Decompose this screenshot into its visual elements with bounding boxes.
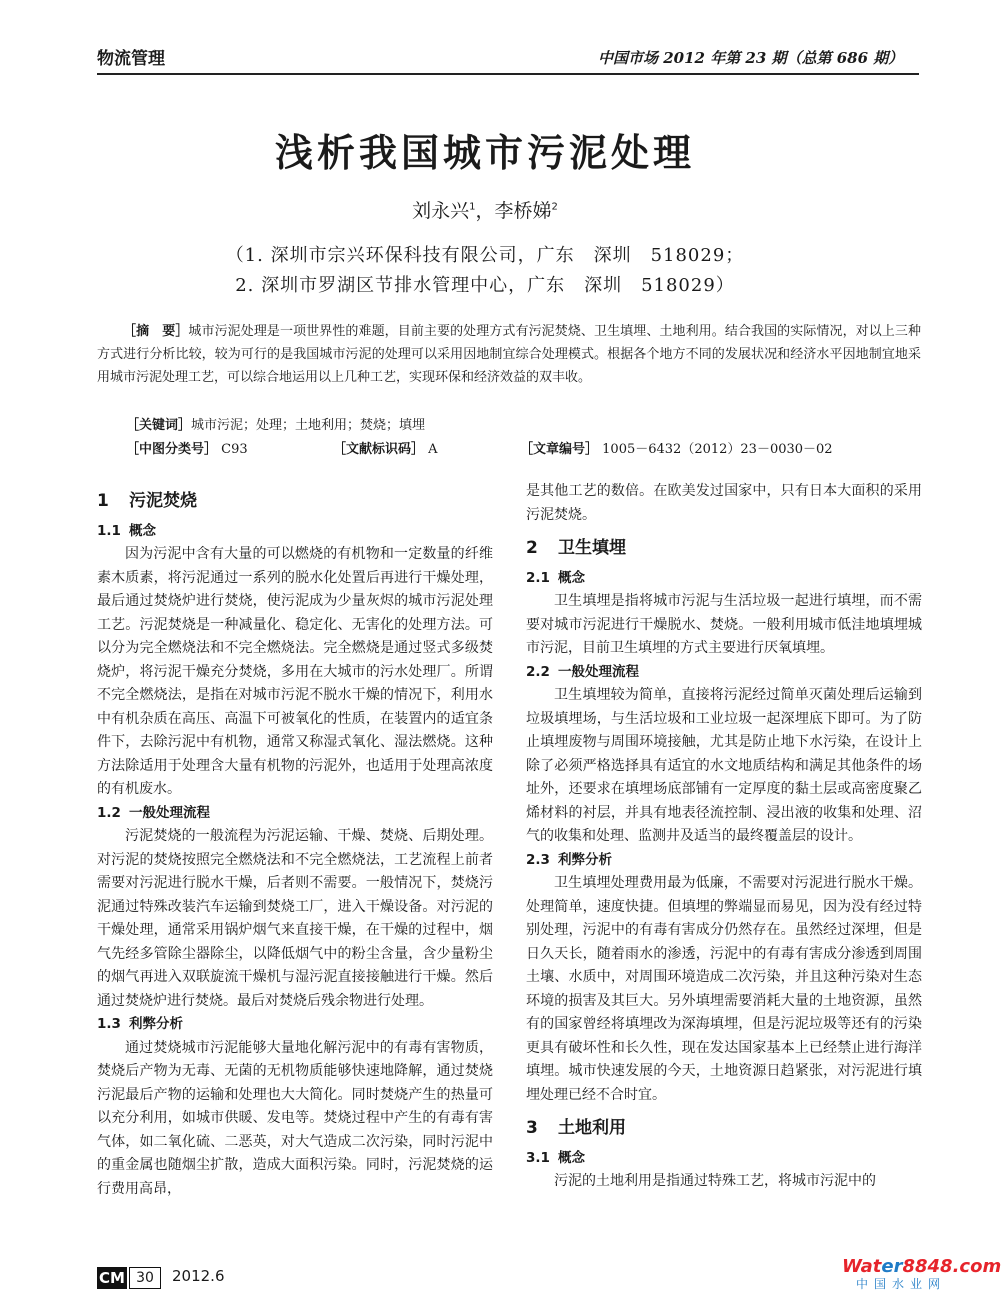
header-rule bbox=[97, 73, 919, 75]
abstract-text: 城市污泥处理是一项世界性的难题，目前主要的处理方式有污泥焚烧、卫生填埋、土地利用。结合我国的实际情况，对以上三种方式进行分析比较，较为可行的是我国城市污泥的处理可以采用因地制宜综合处理模式。根据各个地方不同的发展状况和经济水平因地制宜地采用城市污泥处理工艺，可以综合地运用以上几种工艺，实现环保和经济效益的双丰收。 bbox=[97, 324, 921, 385]
author-1: 刘永兴 bbox=[412, 200, 470, 222]
issue-date: 2012.6 bbox=[172, 1267, 225, 1285]
document-code bbox=[333, 438, 438, 457]
section-3-1-text: 污泥的土地利用是指通过特殊工艺，将城市污泥中的 bbox=[554, 1173, 876, 1189]
journal-logo: CM bbox=[97, 1267, 127, 1289]
section-2-1-heading: 2.1 概念 bbox=[526, 569, 585, 586]
right-column bbox=[526, 480, 922, 1194]
section-1-heading: 1 污泥焚烧 bbox=[97, 491, 197, 511]
author-2-affil: 2 bbox=[551, 201, 558, 213]
left-column bbox=[97, 480, 493, 1201]
article-title: 浅析我国城市污泥处理 bbox=[274, 131, 695, 175]
keywords-text: 城市污泥；处理；土地利用；焚烧；填埋 bbox=[191, 418, 426, 433]
section-1-3-text: 通过焚烧城市污泥能够大量地化解污泥中的有毒有害物质，焚烧后产物为无毒、无菌的无机物质能够快速地降解，通过焚烧污泥最后产物的运输和处理也大大简化。同时焚烧产生的热量可以充分利用，如城市供暖、发电等。焚烧过程中产生的有毒有害气体，如二氧化硫、二恶英，对大气造成二次污染，同时污泥中的重金属也随烟尘扩散，造成大面积污染。同时，污泥焚烧的运行费用高昂， bbox=[97, 1039, 493, 1197]
doc-code-label: ［文献标识码］ bbox=[333, 442, 425, 457]
section-1-1-heading: 1.1 概念 bbox=[97, 522, 156, 539]
page-number: 30 bbox=[129, 1267, 161, 1289]
authors bbox=[0, 196, 970, 223]
abstract-label: ［摘 要］ bbox=[123, 324, 189, 339]
section-2-2-text: 卫生填埋较为简单，直接将污泥经过简单灭菌处理后运输到垃圾填埋场，与生活垃圾和工业垃圾一起深埋底下即可。为了防止填埋废物与周围环境接触，尤其是防止地下水污染，在设计上除了必须严格选择具有适宜的水文地质结构和满足其他条件的场址外，还要求在填埋场底部铺有一定厚度的黏土层或高密度聚乙烯材料的衬层，并具有地表径流控制、浸出液的收集和处理、沼气的收集和处理、监测井及适当的最终覆盖层的设计。 bbox=[526, 687, 922, 844]
clc-label: ［中图分类号］ bbox=[126, 442, 218, 457]
section-1-2-text: 污泥焚烧的一般流程为污泥运输、干燥、焚烧、后期处理。对污泥的焚烧按照完全燃烧法和不完全燃烧法，工艺流程上前者需要对污泥进行脱水干燥，后者则不需要。一般情况下，焚烧污泥通过特殊改装汽车运输到焚烧工厂，进入干燥设备。对污泥的干燥处理，通常采用锅炉烟气来直接干燥，在干燥的过程中，烟气先经多管除尘器除尘，以降低烟气中的粉尘含量，含少量粉尘的烟气再进入双联旋流干燥机与湿污泥直接接触进行干燥。然后通过焚烧炉进行焚烧。最后对焚烧后残余物进行处理。 bbox=[97, 828, 493, 1009]
section-3-heading: 3 土地利用 bbox=[526, 1118, 626, 1138]
section-3-1-heading: 3.1 概念 bbox=[526, 1149, 585, 1166]
article-no-label: ［文章编号］ bbox=[520, 442, 599, 457]
section-2-2-heading: 2.2 一般处理流程 bbox=[526, 663, 639, 680]
clc-number bbox=[126, 438, 248, 457]
keywords-label: ［关键词］ bbox=[126, 418, 192, 433]
section-1-2-heading: 1.2 一般处理流程 bbox=[97, 804, 210, 821]
author-2: 李桥娣 bbox=[494, 200, 552, 222]
section-2-3-heading: 2.3 利弊分析 bbox=[526, 851, 612, 868]
section-2-heading: 2 卫生填埋 bbox=[526, 538, 626, 558]
doc-code-value: A bbox=[428, 442, 438, 457]
section-label: 物流管理 bbox=[97, 49, 165, 69]
abstract bbox=[97, 320, 921, 389]
article-number bbox=[520, 438, 833, 457]
section-1-1-text: 因为污泥中含有大量的可以燃烧的有机物和一定数量的纤维素木质素，将污泥通过一系列的脱水化处置后再进行干燥处理，最后通过焚烧炉进行焚烧，使污泥成为少量灰烬的城市污泥处理工艺。污泥焚烧是一种减量化、稳定化、无害化的处理方法。可以分为完全燃烧法和不完全燃烧法。完全燃烧是通过竖式多级焚烧炉，将污泥干燥充分焚烧，多用在大城市的污水处理厂。所谓不完全燃烧法，是指在对城市污泥不脱水干燥的情况下，利用水中有机杂质在高压、高温下可被氧化的性质，在装置内的适宜条件下，去除污泥中有机物，通常又称湿式氧化、湿法燃烧。这种方法除适用于处理含大量有机物的污泥外，也适用于处理高浓度的有机废水。 bbox=[97, 546, 493, 797]
clc-value: C93 bbox=[221, 442, 248, 457]
watermark-logo: Water8848.com 中国水业网 bbox=[842, 1256, 1001, 1291]
affiliation-2: 2. 深圳市罗湖区节排水管理中心，广东 深圳 518029） bbox=[235, 275, 735, 296]
author-1-affil: 1 bbox=[469, 201, 476, 213]
section-2-3-text: 卫生填埋处理费用最为低廉，不需要对污泥进行脱水干燥。处理简单，速度快捷。但填埋的弊端显而易见，因为没有经过特别处理，污泥中的有毒有害成分仍然存在。虽然经过深埋，但是日久天长，随着雨水的渗透，污泥中的有毒有害成分渗透到周围土壤、水质中，对周围环境造成二次污染，并且这种污染对生态环境的损害及其巨大。另外填埋需要消耗大量的土地资源，虽然有的国家曾经将填埋改为深海填埋，但是污泥垃圾等还有的污染更具有破坏性和长久性，现在发达国家基本上已经禁止进行海洋填埋。城市快速发展的今天，土地资源日趋紧张，对污泥进行填埋处理已经不合时宜。 bbox=[526, 875, 922, 1103]
journal-issue: 中国市场 2012 年第 23 期（总第 686 期） bbox=[598, 49, 904, 67]
section-2-1-text: 卫生填埋是指将城市污泥与生活垃圾一起进行填埋，而不需要对城市污泥进行干燥脱水、焚烧。一般利用城市低洼地填埋城市污泥，目前卫生填埋的方式主要进行厌氧填埋。 bbox=[526, 593, 922, 656]
affiliation-1: （1. 深圳市宗兴环保科技有限公司，广东 深圳 518029； bbox=[225, 245, 745, 266]
keywords bbox=[126, 414, 425, 433]
continued-text: 是其他工艺的数倍。在欧美发过国家中，只有日本大面积的采用污泥焚烧。 bbox=[526, 483, 922, 523]
section-1-3-heading: 1.3 利弊分析 bbox=[97, 1016, 183, 1032]
article-no-value: 1005－6432（2012）23－0030－02 bbox=[602, 442, 833, 457]
author-separator: ， bbox=[475, 200, 495, 222]
